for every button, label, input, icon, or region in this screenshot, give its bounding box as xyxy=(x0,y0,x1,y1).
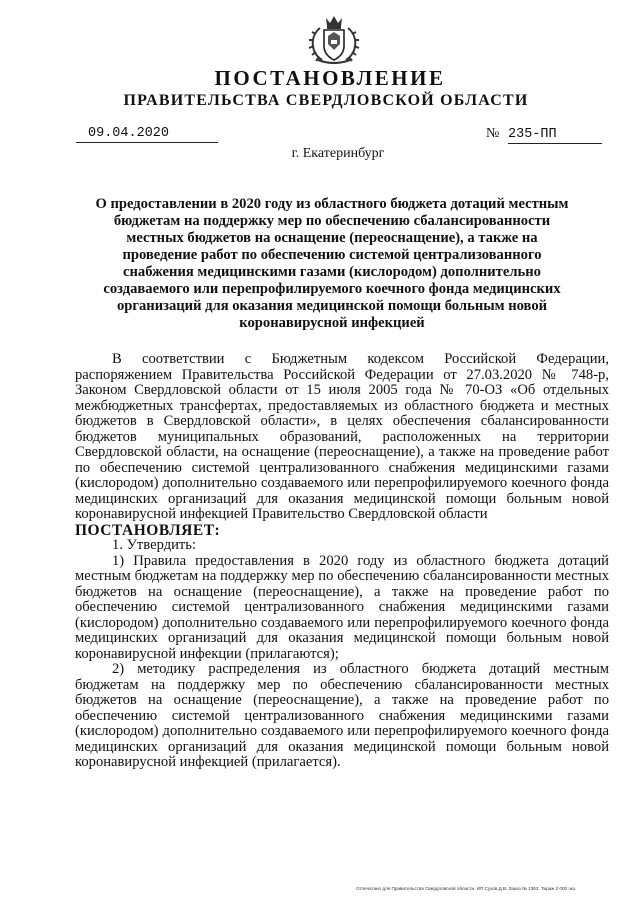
clause-1-1: 1) Правила предоставления в 2020 году из областного бюджета дотаций местным бюджетам на поддержку мер по обеспечению сбалансированности местных бюджетов на оснащение (переоснащение), а также на проведение работ по обеспечению системой централизованного снабжения медицинскими газами (кислородом) дополнительно создаваемого или перепрофилируемого коечного фонда медицинских организаций для оказания медицинской помощи больным новой коронавирусной инфекции (прилагаются); xyxy=(75,552,609,662)
coat-of-arms-icon xyxy=(304,14,364,66)
number-sign: № xyxy=(486,126,500,141)
decree-word: ПОСТАНОВЛЯЕТ: xyxy=(75,521,221,539)
document-type-title: ПОСТАНОВЛЕНИЕ xyxy=(214,66,446,90)
clause-1-2: 2) методику распределения из областного бюджета дотаций местным бюджетам на поддержку мер по обеспечению сбалансированности местных бюджетов на оснащение (переоснащение), а также на проведение работ по обеспечению системой централизованного снабжения медицинскими газами (кислородом) дополнительно создаваемого или перепрофилируемого коечного фонда медицинских организаций для оказания медицинской помощи больным новой коронавирусной инфекцией (прилагается). xyxy=(75,661,609,770)
city-name: г. Екатеринбург xyxy=(291,146,385,161)
document-date: 09.04.2020 xyxy=(76,126,218,143)
issuing-authority: ПРАВИТЕЛЬСТВА СВЕРДЛОВСКОЙ ОБЛАСТИ xyxy=(123,92,529,109)
clause-1: 1. Утвердить: xyxy=(112,537,197,553)
print-footer: Отпечатано для Правительства Свердловской области. ИП Сухов Д.В. Заказ № 1363. Тираж 2 000 экз. xyxy=(356,886,577,891)
document-heading: О предоставлении в 2020 году из областного бюджета дотаций местным бюджетам на поддержку мер по обеспечению сбалансированности местных бюджетов на оснащение (переоснащение), а также на проведение работ по обеспечению системой централизованного снабжения медицинскими газами (кислородом) дополнительно создаваемого или перепрофилируемого коечного фонда медицинских организаций для оказания медицинской помощи больным новой коронавирусной инфекцией xyxy=(95,196,569,331)
document-number: 235-ПП xyxy=(508,127,602,144)
document-body xyxy=(75,352,609,771)
preamble-paragraph: В соответствии с Бюджетным кодексом Российской Федерации, распоряжением Правительства Российской Федерации от 27.03.2020 № 748-р, Законом Свердловской области от 15 июля 2005 года № 70-ОЗ «Об отдельных межбюджетных трансфертах, предоставляемых из областного бюджета и местных бюджетов в Свердловской области», в целях обеспечения сбалансированности бюджетов муниципальных образований, расположенных на территории Свердловской области, на оснащение (переоснащение), а также на проведение работ по обеспечению системой централизованного снабжения медицинскими газами (кислородом) дополнительно создаваемого или перепрофилируемого коечного фонда медицинских организаций для оказания медицинской помощи больным новой коронавирусной инфекцией Правительство Свердловской области xyxy=(75,351,609,522)
document-number-block xyxy=(486,126,608,144)
